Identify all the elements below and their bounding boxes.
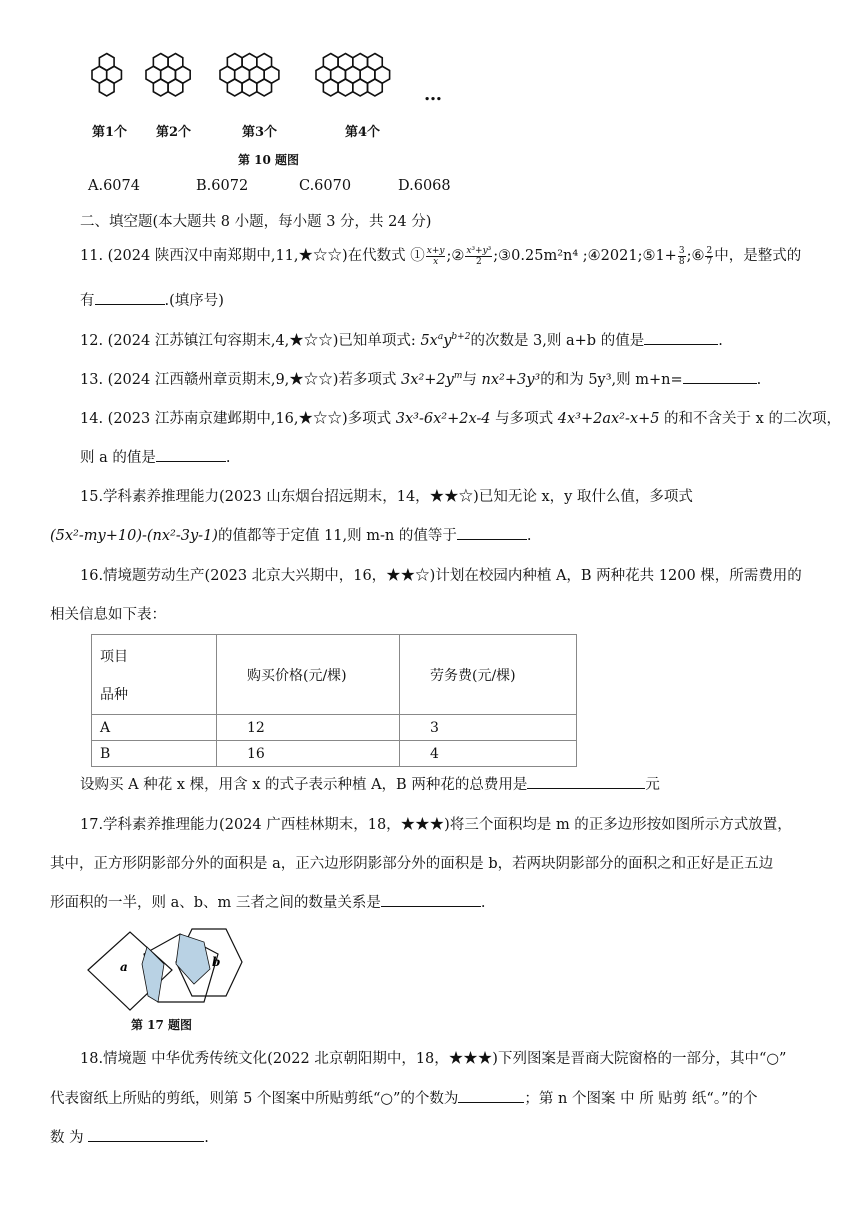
q16-line-1: 16.情境题劳动生产(2023 北京大兴期中，16，★★☆)计划在校园内种植 A，B 两种花共 1200 棵，所需费用的 [80, 568, 802, 584]
q11-prefix: 11. (2024 陕西汉中南郑期中,11,★☆☆)在代数式 ① [80, 248, 425, 264]
q14-line-2 [80, 446, 230, 467]
q18-line-2 [50, 1087, 758, 1108]
hexagon-cell [99, 79, 114, 96]
q16-after-line [80, 773, 660, 794]
q11-frac-1: $\frac{x+y}{x}$ [426, 245, 445, 267]
q11-answer-blank[interactable] [95, 290, 165, 305]
fig10-label-3: 第3个 [242, 125, 278, 140]
q15-answer-blank[interactable] [457, 525, 527, 540]
row-name: B [92, 741, 217, 767]
q11-line-2 [80, 289, 224, 310]
q12-expr-y: y [443, 333, 452, 349]
q15-end: . [526, 528, 532, 544]
q12-expr-b: b+2 [451, 332, 471, 343]
header-price: 购买价格(元/棵) [217, 635, 400, 715]
q12-end: . [718, 333, 723, 349]
fig10-label-1: 第1个 [92, 125, 128, 140]
hexagon-cell [353, 79, 368, 96]
table-row [92, 715, 577, 741]
q18-line2-mid: ；第 n 个图案 中 所 贴剪 纸“。”的个 [524, 1091, 758, 1107]
q10-option-a: A.6074 [88, 178, 140, 194]
q11-part3: ;③0.25m²n⁴ ;④2021;⑤1+ [493, 248, 677, 264]
fig10-label-2: 第2个 [156, 125, 192, 140]
q14-line2-prefix: 则 a 的值是 [80, 450, 156, 466]
q13-expr1-sup: m [453, 371, 463, 382]
q13-expr1: 3x²+2y [401, 372, 454, 388]
figure-10-hexagons [80, 48, 460, 118]
q10-option-b: B.6072 [196, 178, 249, 194]
q18-line3-prefix: 数 为 [50, 1130, 89, 1146]
hexagon-cell [242, 79, 257, 96]
q14-mid: 与多项式 [490, 411, 558, 427]
hexagon-cell [257, 79, 272, 96]
q18-answer-blank-1[interactable] [458, 1088, 524, 1103]
q11-frac-3: $\frac{3}{8}$ [678, 245, 685, 267]
row-labor: 4 [400, 741, 577, 767]
figure-17-polygons [84, 924, 248, 1016]
corner-top-label: 项目 [100, 648, 128, 665]
q16-after-end: 元 [645, 777, 660, 793]
q13-prefix: 13. (2024 江西赣州章贡期末,9,★☆☆)若多项式 [80, 372, 402, 388]
q18-line3-end: . [204, 1130, 209, 1146]
q10-option-d: D.6068 [398, 178, 451, 194]
hexagon-cell [168, 79, 183, 96]
hexagon-cell [338, 79, 353, 96]
q16-answer-blank[interactable] [527, 774, 645, 789]
q16-line-2: 相关信息如下表： [50, 607, 166, 623]
q11-part4: ;⑥ [686, 248, 705, 264]
q12-suffix: 的次数是 3,则 a+b 的值是 [470, 333, 645, 349]
q18-line-1: 18.情境题 中华优秀传统文化(2022 北京朝阳期中，18，★★★)下列图案是晋商大院窗格的一部分，其中“○” [80, 1051, 787, 1067]
q17-line3-prefix: 形面积的一半，则 a、b、m 三者之间的数量关系是 [50, 895, 381, 911]
shaded-region-left [142, 947, 164, 1002]
q13-suffix: 的和为 5y³,则 m+n= [540, 372, 683, 388]
q16-cost-table [91, 634, 577, 767]
q11-line2-suffix: .(填序号) [164, 293, 224, 309]
q11-sep1: ;② [446, 248, 465, 264]
header-labor: 劳务费(元/棵) [400, 635, 577, 715]
corner-bottom-label: 品种 [100, 686, 128, 703]
q13-line [80, 368, 761, 389]
fig17-caption: 第 17 题图 [131, 1018, 193, 1032]
fig17-label-b: b [212, 955, 221, 969]
q15-suffix: 的值都等于定值 11,则 m-n 的值等于 [217, 528, 457, 544]
fig17-label-a: a [120, 960, 128, 974]
q15-line-1: 15.学科素养推理能力(2023 山东烟台招远期末，14，★★☆)已知无论 x，y 取什么值，多项式 [80, 489, 693, 505]
q17-answer-blank[interactable] [381, 892, 481, 907]
fig10-label-4: 第4个 [345, 125, 381, 140]
q11-suffix: 中，是整式的 [714, 248, 802, 264]
q14-answer-blank[interactable] [156, 447, 226, 462]
q15-line-2 [50, 524, 531, 545]
q11-frac-2: $\frac{\text{x³+y³}}{2}$ [466, 245, 492, 267]
q14-line-1 [80, 407, 841, 428]
q13-end: . [756, 372, 762, 388]
q12-prefix: 12. (2024 江苏镇江句容期末,4,★☆☆)已知单项式: [80, 333, 421, 349]
row-labor: 3 [400, 715, 577, 741]
table-corner-cell [92, 635, 217, 715]
q13-answer-blank[interactable] [683, 369, 757, 384]
q12-expr-a: a [437, 332, 444, 343]
q14-expr2: 4x³+2ax²-x+5 [557, 411, 660, 427]
q17-line-1: 17.学科素养推理能力(2024 广西桂林期末，18，★★★)将三个面积均是 m 的正多边形按如图所示方式放置， [80, 817, 792, 833]
q14-expr1: 3x³-6x²+2x-4 [395, 411, 491, 427]
q14-prefix: 14. (2023 江苏南京建邺期中,16,★☆☆)多项式 [80, 411, 396, 427]
q15-expr: (5x²-my+10)-(nx²-3y-1) [50, 528, 218, 544]
q13-mid: 与 [462, 372, 482, 388]
q11-frac-4: $\frac{2}{7}$ [706, 245, 713, 267]
q14-line2-suffix: . [225, 450, 231, 466]
row-price: 12 [217, 715, 400, 741]
q12-answer-blank[interactable] [644, 330, 718, 345]
q17-line-3 [50, 891, 486, 912]
shaded-region-right [176, 934, 210, 984]
q14-suffix: 的和不含关于 x 的二次项， [659, 411, 841, 427]
q12-expr-coef: 5x [420, 333, 438, 349]
hexagon-cell [153, 79, 168, 96]
q17-line3-end: . [480, 895, 486, 911]
q11-line2-prefix: 有 [80, 293, 95, 309]
q12-line [80, 329, 723, 350]
fig10-ellipsis: … [424, 84, 442, 105]
table-row [92, 741, 577, 767]
section-2-title: 二、填空题(本大题共 8 小题，每小题 3 分，共 24 分) [80, 214, 432, 230]
q18-answer-blank-2[interactable] [88, 1127, 204, 1142]
q18-line2-prefix: 代表窗纸上所贴的剪纸，则第 5 个图案中所贴剪纸“○”的个数为 [50, 1091, 459, 1107]
q18-line-3 [50, 1126, 209, 1147]
q16-after: 设购买 A 种花 x 棵，用含 x 的式子表示种植 A，B 两种花的总费用是 [80, 777, 528, 793]
row-name: A [92, 715, 217, 741]
q11-line-1 [80, 244, 801, 267]
q17-line-2: 其中，正方形阴影部分外的面积是 a，正六边形阴影部分外的面积是 b，若两块阴影部分的面积之和正好是正五边 [50, 856, 774, 872]
row-price: 16 [217, 741, 400, 767]
q10-option-c: C.6070 [299, 178, 352, 194]
q13-expr2: nx²+3y³ [481, 372, 541, 388]
hexagon-cell [323, 79, 338, 96]
hexagon-cell [227, 79, 242, 96]
fig10-caption: 第 10 题图 [238, 153, 300, 167]
hexagon-cell [368, 79, 383, 96]
